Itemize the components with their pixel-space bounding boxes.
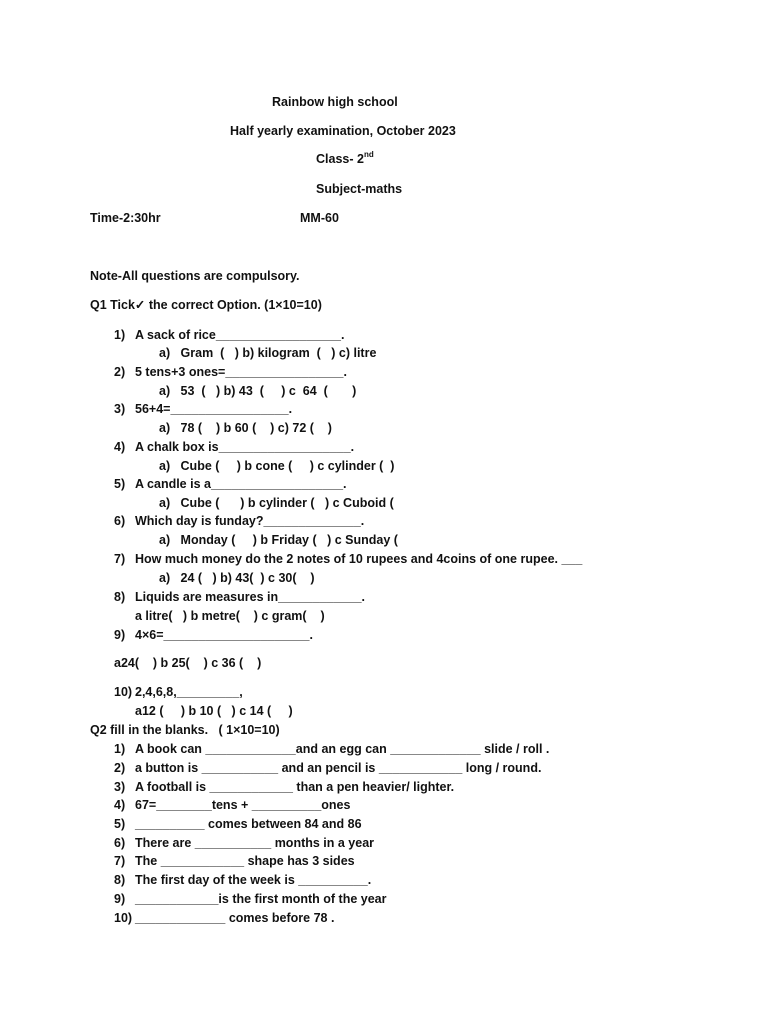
q1-item-options: a) 24 ( ) b) 43( ) c 30( ) bbox=[159, 571, 315, 585]
q2-item-text: ____________is the first month of the year bbox=[135, 892, 387, 906]
q2-title: Q2 fill in the blanks. ( 1×10=10) bbox=[90, 723, 280, 737]
q1-item-options: a12 ( ) b 10 ( ) c 14 ( ) bbox=[135, 704, 293, 718]
q2-item-text: The first day of the week is __________. bbox=[135, 873, 372, 887]
q2-item-number: 4) bbox=[114, 798, 126, 812]
q1-item-question: Liquids are measures in____________. bbox=[135, 590, 366, 604]
q2-item-number: 8) bbox=[114, 873, 126, 887]
q2-item-text: The ____________ shape has 3 sides bbox=[135, 854, 355, 868]
q1-item-options: a) Cube ( ) b cone ( ) c cylinder ( ) bbox=[159, 459, 395, 473]
q1-item-options: a) Monday ( ) b Friday ( ) c Sunday ( bbox=[159, 533, 398, 547]
time-label: Time-2:30hr bbox=[90, 211, 161, 225]
q1-item-number: 1) bbox=[114, 328, 126, 342]
q1-item-question: A candle is a___________________. bbox=[135, 477, 347, 491]
q1-item-number: 2) bbox=[114, 365, 126, 379]
q2-item-text: 67=________tens + __________ones bbox=[135, 798, 351, 812]
q1-item-options: a) Gram ( ) b) kilogram ( ) c) litre bbox=[159, 346, 377, 360]
q1-item-question: 5 tens+3 ones=_________________. bbox=[135, 365, 347, 379]
class-label bbox=[316, 150, 374, 166]
class-superscript: nd bbox=[363, 150, 374, 159]
q1-item-number: 6) bbox=[114, 514, 126, 528]
q2-item-number: 9) bbox=[114, 892, 126, 906]
q1-item-question: 2,4,6,8,_________, bbox=[135, 685, 243, 699]
q1-item-number: 8) bbox=[114, 590, 126, 604]
q2-item-text: A book can _____________and an egg can _____________ slide / roll . bbox=[135, 742, 550, 756]
q1-item-question: A sack of rice__________________. bbox=[135, 328, 345, 342]
exam-title: Half yearly examination, October 2023 bbox=[230, 124, 456, 138]
q1-item-options: a litre( ) b metre( ) c gram( ) bbox=[135, 609, 325, 623]
q2-item-text: A football is ____________ than a pen heavier/ lighter. bbox=[135, 780, 455, 794]
q2-item-number: 3) bbox=[114, 780, 126, 794]
q1-item-question: How much money do the 2 notes of 10 rupees and 4coins of one rupee. ___ bbox=[135, 552, 583, 566]
q2-item-text: a button is ___________ and an pencil is ____________ long / round. bbox=[135, 761, 542, 775]
q1-item-question: Which day is funday?______________. bbox=[135, 514, 365, 528]
q2-item-number: 2) bbox=[114, 761, 126, 775]
q1-item-options: a) 53 ( ) b) 43 ( ) c 64 ( ) bbox=[159, 384, 357, 398]
q1-item-options: a) Cube ( ) b cylinder ( ) c Cuboid ( bbox=[159, 496, 394, 510]
q1-item-question: A chalk box is___________________. bbox=[135, 440, 355, 454]
q2-item-text: There are ___________ months in a year bbox=[135, 836, 375, 850]
q2-item-number: 7) bbox=[114, 854, 126, 868]
q1-item-number: 3) bbox=[114, 402, 126, 416]
q1-item-number: 5) bbox=[114, 477, 126, 491]
q2-item-number: 6) bbox=[114, 836, 126, 850]
q1-item-number: 10) bbox=[114, 685, 133, 699]
q1-item-options: a24( ) b 25( ) c 36 ( ) bbox=[114, 656, 262, 670]
subject-label: Subject-maths bbox=[316, 182, 403, 196]
class-text: Class- 2 bbox=[316, 152, 364, 166]
q2-item-number: 5) bbox=[114, 817, 126, 831]
q1-item-question: 56+4=_________________. bbox=[135, 402, 293, 416]
q1-item-question: 4×6=_____________________. bbox=[135, 628, 313, 642]
q2-item-text: __________ comes between 84 and 86 bbox=[135, 817, 362, 831]
q1-title: Q1 Tick✓ the correct Option. (1×10=10) bbox=[90, 298, 322, 312]
q1-item-number: 4) bbox=[114, 440, 126, 454]
q1-item-options: a) 78 ( ) b 60 ( ) c) 72 ( ) bbox=[159, 421, 332, 435]
max-marks-label: MM-60 bbox=[300, 211, 339, 225]
q1-item-number: 9) bbox=[114, 628, 126, 642]
q2-item-text: _____________ comes before 78 . bbox=[135, 911, 335, 925]
note-text: Note-All questions are compulsory. bbox=[90, 269, 300, 283]
q2-item-number: 10) bbox=[114, 911, 133, 925]
q1-item-number: 7) bbox=[114, 552, 126, 566]
school-name: Rainbow high school bbox=[272, 95, 398, 109]
q2-item-number: 1) bbox=[114, 742, 126, 756]
